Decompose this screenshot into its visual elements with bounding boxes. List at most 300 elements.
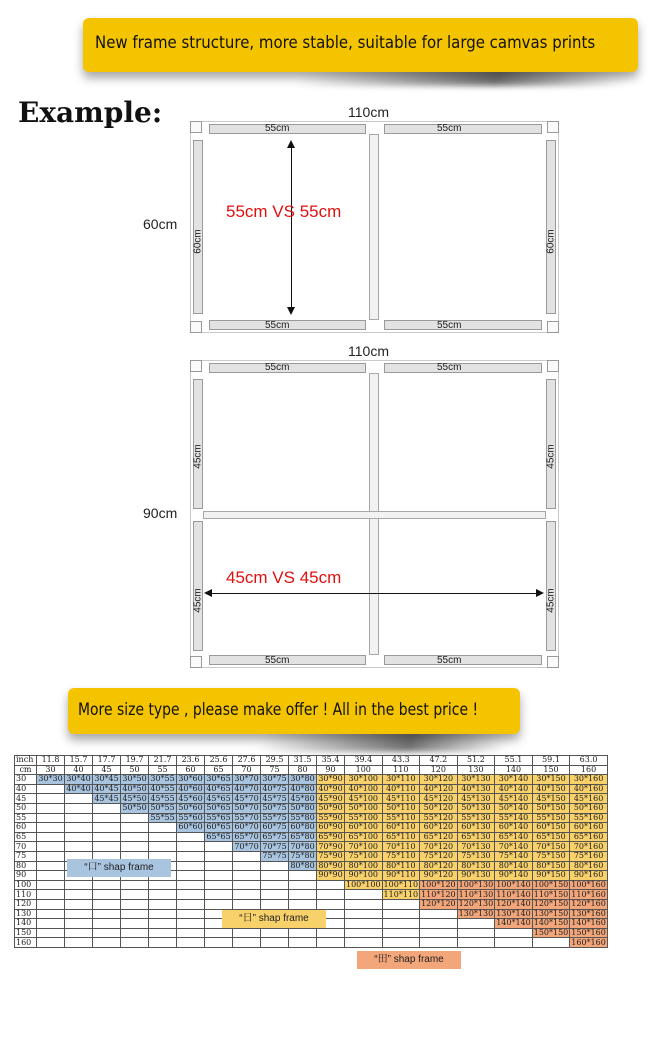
size-cell: 30*160 (570, 775, 608, 785)
size-cell (177, 899, 205, 909)
row-header-cell: 120 (15, 899, 37, 909)
size-cell: 80*90 (318, 860, 343, 870)
center-vertical-divider (369, 134, 379, 320)
cm-value-cell: 75 (261, 765, 289, 775)
row-header-cell: 110 (15, 890, 37, 900)
size-cell: 100*160 (571, 880, 606, 890)
size-cell (121, 880, 149, 890)
size-cell: 55*120 (420, 813, 458, 823)
size-cell: 90*120 (420, 871, 458, 881)
top-banner-text: New frame structure, more stable, suitable for large camvas prints (95, 33, 596, 53)
horizontal-arrow (210, 593, 536, 594)
size-cell: 40*90 (318, 784, 343, 794)
size-cell (289, 880, 317, 890)
table-row (15, 784, 608, 794)
size-cell: 45*55 (150, 793, 175, 803)
size-cell: 80*80 (290, 860, 315, 870)
inch-value-cell: 47.2 (420, 756, 458, 766)
size-cell (177, 880, 205, 890)
size-cell: 40*50 (122, 784, 147, 794)
corner-piece (190, 360, 202, 372)
size-cell (177, 928, 205, 938)
size-cell: 30*100 (345, 775, 383, 785)
table-row (15, 938, 608, 948)
cm-value-cell: 90 (317, 765, 345, 775)
size-cell: 130*150 (533, 908, 569, 918)
size-cell: 75*100 (345, 851, 383, 861)
cm-value-cell: 100 (345, 765, 383, 775)
mid-banner-text: More size type , please make offer ! All in the best price ! (78, 700, 479, 720)
size-cell (205, 851, 233, 861)
inch-value-cell: 39.4 (345, 756, 383, 766)
corner-piece (190, 321, 202, 333)
size-cell (345, 938, 383, 948)
size-cell: 60*160 (570, 823, 608, 833)
size-cell: 45*100 (345, 794, 383, 804)
table-row (15, 880, 608, 890)
size-cell: 80*150 (532, 861, 570, 871)
size-cell (532, 938, 570, 948)
size-cell: 100*100 (346, 880, 381, 890)
size-cell: 50*60 (178, 803, 203, 813)
left-side-label: 60cm (192, 229, 204, 254)
size-cell: 150*150 (533, 927, 569, 937)
size-cell (37, 832, 65, 842)
table-row (15, 899, 608, 909)
size-cell: 45*50 (122, 793, 147, 803)
size-cell: 75*110 (382, 851, 420, 861)
size-cell: 70*70 (234, 841, 259, 851)
size-cell: 60*80 (290, 822, 315, 832)
size-cell: 100*110 (383, 880, 419, 890)
size-cell (93, 928, 121, 938)
corner-piece (547, 360, 559, 372)
size-cell (93, 909, 121, 919)
size-cell (37, 899, 65, 909)
size-cell (149, 928, 177, 938)
size-cell: 90*110 (382, 871, 420, 881)
left-upper-label: 45cm (192, 444, 204, 469)
size-cell (93, 823, 121, 833)
size-cell: 55*55 (150, 812, 175, 822)
size-cell: 110*130 (458, 889, 494, 899)
size-cell (345, 899, 383, 909)
size-cell: 50*75 (262, 803, 287, 813)
size-cell: 70*160 (570, 842, 608, 852)
size-cell: 40*110 (382, 784, 420, 794)
size-cell (457, 928, 495, 938)
center-horizontal-divider (203, 511, 546, 519)
size-cell (121, 938, 149, 948)
cm-value-cell: 140 (495, 765, 533, 775)
left-lower-label: 45cm (192, 588, 204, 613)
size-cell: 45*130 (457, 794, 495, 804)
size-cell: 30*55 (150, 774, 175, 784)
size-cell (65, 880, 93, 890)
size-cell (121, 823, 149, 833)
size-cell (37, 794, 65, 804)
size-cell: 30*40 (66, 774, 91, 784)
size-cell: 70*90 (318, 841, 343, 851)
size-cell: 40*80 (290, 784, 315, 794)
size-cell (261, 938, 289, 948)
inch-value-cell: 51.2 (457, 756, 495, 766)
size-cell: 45*150 (532, 794, 570, 804)
size-cell: 45*110 (382, 794, 420, 804)
size-cell: 50*150 (532, 803, 570, 813)
size-cell: 45*75 (262, 793, 287, 803)
size-cell (233, 880, 261, 890)
top-left-label: 55cm (265, 123, 290, 134)
row-header-cell: 160 (15, 938, 37, 948)
size-cell: 40*100 (345, 784, 383, 794)
bottom-right-bar (384, 655, 542, 665)
size-cell: 70*130 (457, 842, 495, 852)
size-cell: 55*70 (234, 812, 259, 822)
table-row (15, 803, 608, 813)
size-cell (289, 890, 317, 900)
inch-value-cell: 23.6 (177, 756, 205, 766)
size-cell (37, 928, 65, 938)
size-cell: 50*80 (290, 803, 315, 813)
inch-value-cell: 29.5 (261, 756, 289, 766)
row-header-cell: 150 (15, 928, 37, 938)
cm-value-cell: 70 (233, 765, 261, 775)
size-cell (317, 890, 345, 900)
row-header-cell: 80 (15, 861, 37, 871)
size-cell: 100*130 (458, 880, 494, 890)
size-cell (121, 919, 149, 929)
bottom-right-bar (384, 320, 542, 330)
size-cell: 40*130 (457, 784, 495, 794)
corner-piece (547, 656, 559, 668)
cm-value-cell: 50 (121, 765, 149, 775)
size-cell (382, 938, 420, 948)
row-header-cell: 30 (15, 775, 37, 785)
size-cell: 65*110 (382, 832, 420, 842)
size-cell: 30*110 (382, 775, 420, 785)
size-cell (420, 928, 458, 938)
size-cell: 45*140 (495, 794, 533, 804)
size-cell: 55*110 (382, 813, 420, 823)
arrow-head-left (204, 589, 212, 597)
size-cell: 60*100 (345, 823, 383, 833)
inch-value-cell: 43.3 (382, 756, 420, 766)
size-cell (121, 909, 149, 919)
size-cell: 80*160 (570, 861, 608, 871)
size-cell (65, 832, 93, 842)
size-cell (93, 813, 121, 823)
bottom-left-label: 55cm (265, 320, 290, 331)
size-cell (177, 890, 205, 900)
inch-value-cell: 27.6 (233, 756, 261, 766)
size-cell (65, 919, 93, 929)
size-cell: 40*70 (234, 784, 259, 794)
size-cell: 150*160 (571, 927, 606, 937)
size-cell: 60*70 (234, 822, 259, 832)
size-cell: 75*75 (262, 851, 287, 861)
size-cell (37, 890, 65, 900)
table-row (15, 775, 608, 785)
size-cell (205, 890, 233, 900)
inch-value-cell: 31.5 (289, 756, 317, 766)
size-cell (233, 851, 261, 861)
size-cell: 160*160 (571, 937, 606, 947)
size-cell: 30*140 (495, 775, 533, 785)
arrow-head-down (287, 307, 295, 315)
size-cell: 65*120 (420, 832, 458, 842)
inch-value-cell: 55.1 (495, 756, 533, 766)
size-cell (37, 861, 65, 871)
size-cell: 50*160 (570, 803, 608, 813)
size-cell (177, 851, 205, 861)
size-cell: 30*30 (38, 774, 63, 784)
size-cell: 70*140 (495, 842, 533, 852)
size-cell: 40*40 (66, 784, 91, 794)
size-cell (37, 784, 65, 794)
size-cell: 65*75 (262, 832, 287, 842)
size-cell: 120*160 (571, 899, 606, 909)
size-cell: 100*150 (533, 880, 569, 890)
size-cell (65, 899, 93, 909)
bottom-right-label: 55cm (437, 655, 462, 666)
size-cell: 50*65 (206, 803, 231, 813)
size-cell (177, 919, 205, 929)
size-cell: 30*75 (262, 774, 287, 784)
size-cell (317, 928, 345, 938)
size-cell: 120*150 (533, 899, 569, 909)
size-cell (149, 880, 177, 890)
cm-value-cell: 150 (532, 765, 570, 775)
inch-header-cell: inch (15, 756, 37, 766)
top-right-bar (384, 124, 542, 134)
size-cell: 30*50 (122, 774, 147, 784)
size-cell: 45*70 (234, 793, 259, 803)
size-cell: 40*55 (150, 784, 175, 794)
size-cell (233, 928, 261, 938)
size-cell: 40*140 (495, 784, 533, 794)
size-cell (317, 938, 345, 948)
size-cell: 70*80 (290, 841, 315, 851)
cm-value-cell: 45 (93, 765, 121, 775)
size-cell: 40*65 (206, 784, 231, 794)
diagram2-width-label: 110cm (348, 343, 389, 359)
size-cell (317, 880, 345, 890)
size-cell (149, 899, 177, 909)
cm-value-cell: 160 (570, 765, 608, 775)
cm-value-cell: 60 (177, 765, 205, 775)
size-cell: 140*160 (571, 918, 606, 928)
size-cell: 55*160 (570, 813, 608, 823)
size-cell: 55*130 (457, 813, 495, 823)
size-cell: 75*130 (457, 851, 495, 861)
size-cell: 75*160 (570, 851, 608, 861)
size-cell (289, 899, 317, 909)
size-cell: 140*150 (533, 918, 569, 928)
size-cell (93, 919, 121, 929)
size-cell (121, 842, 149, 852)
size-cell (177, 909, 205, 919)
size-cell (121, 832, 149, 842)
size-cell: 40*160 (570, 784, 608, 794)
table-row (15, 842, 608, 852)
size-cell: 70*110 (382, 842, 420, 852)
size-cell: 130*140 (496, 908, 531, 918)
bottom-right-label: 55cm (437, 320, 462, 331)
size-cell: 30*65 (206, 774, 231, 784)
size-cell: 75*120 (420, 851, 458, 861)
size-cell (205, 899, 233, 909)
arrow-head-right (536, 589, 544, 597)
size-cell: 45*90 (318, 793, 343, 803)
size-cell (177, 842, 205, 852)
size-cell (65, 928, 93, 938)
size-cell (420, 919, 458, 929)
size-cell: 110*160 (571, 889, 606, 899)
size-cell (149, 842, 177, 852)
size-cell (261, 871, 289, 881)
size-cell: 130*130 (458, 908, 494, 918)
arrow-head-up (287, 140, 295, 148)
size-cell (420, 909, 458, 919)
size-cell (149, 938, 177, 948)
size-cell (65, 803, 93, 813)
legend-ri-frame: “日” shap frame (222, 910, 326, 928)
inch-value-cell: 21.7 (149, 756, 177, 766)
size-cell: 90*150 (532, 871, 570, 881)
size-cell: 70*120 (420, 842, 458, 852)
size-cell (177, 832, 205, 842)
size-cell: 120*140 (496, 899, 531, 909)
size-cell (37, 919, 65, 929)
size-cell: 110*110 (383, 889, 419, 899)
size-cell: 50*50 (122, 803, 147, 813)
size-cell: 50*120 (420, 803, 458, 813)
size-cell: 45*160 (570, 794, 608, 804)
size-cell (382, 919, 420, 929)
size-cell (37, 803, 65, 813)
size-cell (37, 842, 65, 852)
size-cell (233, 871, 261, 881)
size-cell: 60*150 (532, 823, 570, 833)
size-cell: 60*140 (495, 823, 533, 833)
size-cell: 55*90 (318, 812, 343, 822)
size-cell: 40*120 (420, 784, 458, 794)
row-header-cell: 50 (15, 803, 37, 813)
size-cell: 50*140 (495, 803, 533, 813)
corner-piece (547, 121, 559, 133)
size-cell: 75*150 (532, 851, 570, 861)
size-cell (177, 861, 205, 871)
size-cell: 60*130 (457, 823, 495, 833)
size-cell: 75*90 (318, 851, 343, 861)
size-cell (457, 919, 495, 929)
size-cell: 110*150 (533, 889, 569, 899)
cm-value-cell: 65 (205, 765, 233, 775)
size-cell: 60*65 (206, 822, 231, 832)
size-cell: 80*100 (345, 861, 383, 871)
size-cell (382, 928, 420, 938)
size-cell (149, 919, 177, 929)
size-cell: 65*70 (234, 832, 259, 842)
size-cell (382, 909, 420, 919)
size-cell: 30*150 (532, 775, 570, 785)
size-cell (121, 928, 149, 938)
size-cell: 100*140 (496, 880, 531, 890)
size-cell (261, 890, 289, 900)
size-cell (93, 803, 121, 813)
size-cell: 60*60 (178, 822, 203, 832)
cm-value-cell: 55 (149, 765, 177, 775)
top-banner (83, 18, 638, 72)
table-row (15, 813, 608, 823)
row-header-cell: 55 (15, 813, 37, 823)
size-cell (37, 880, 65, 890)
size-cell: 80*130 (457, 861, 495, 871)
size-cell (93, 890, 121, 900)
table-row (15, 823, 608, 833)
size-cell (205, 928, 233, 938)
size-cell: 65*140 (495, 832, 533, 842)
size-cell (149, 823, 177, 833)
size-cell (261, 928, 289, 938)
size-cell (205, 871, 233, 881)
table-row (15, 794, 608, 804)
size-cell: 40*150 (532, 784, 570, 794)
size-cell: 60*90 (318, 822, 343, 832)
cm-value-cell: 110 (382, 765, 420, 775)
size-cell (205, 880, 233, 890)
size-cell: 60*120 (420, 823, 458, 833)
mid-banner (68, 688, 520, 734)
size-cell (37, 823, 65, 833)
size-cell (177, 871, 205, 881)
size-cell: 50*130 (457, 803, 495, 813)
size-cell: 110*120 (421, 889, 456, 899)
table-row (15, 890, 608, 900)
size-cell: 55*100 (345, 813, 383, 823)
size-cell: 75*140 (495, 851, 533, 861)
size-cell (261, 899, 289, 909)
size-cell: 55*65 (206, 812, 231, 822)
size-cell: 30*80 (290, 774, 315, 784)
inch-value-cell: 11.8 (37, 756, 65, 766)
cm-header-cell: cm (15, 765, 37, 775)
size-cell: 40*60 (178, 784, 203, 794)
size-cell (233, 861, 261, 871)
inch-value-cell: 19.7 (121, 756, 149, 766)
size-cell: 50*55 (150, 803, 175, 813)
diagram1-frame (190, 121, 559, 333)
size-cell: 100*120 (421, 880, 456, 890)
size-cell: 55*140 (495, 813, 533, 823)
size-cell (345, 919, 383, 929)
size-cell: 55*60 (178, 812, 203, 822)
inch-value-cell: 35.4 (317, 756, 345, 766)
size-cell (37, 813, 65, 823)
size-cell (205, 938, 233, 948)
size-cell: 65*150 (532, 832, 570, 842)
size-cell: 30*130 (457, 775, 495, 785)
size-cell: 30*120 (420, 775, 458, 785)
size-cell (149, 890, 177, 900)
size-cell (382, 899, 420, 909)
size-cell: 120*130 (458, 899, 494, 909)
top-right-label: 55cm (437, 362, 462, 373)
corner-piece (190, 121, 202, 133)
diagram2-height-label: 90cm (143, 505, 178, 521)
size-cell: 45*60 (178, 793, 203, 803)
